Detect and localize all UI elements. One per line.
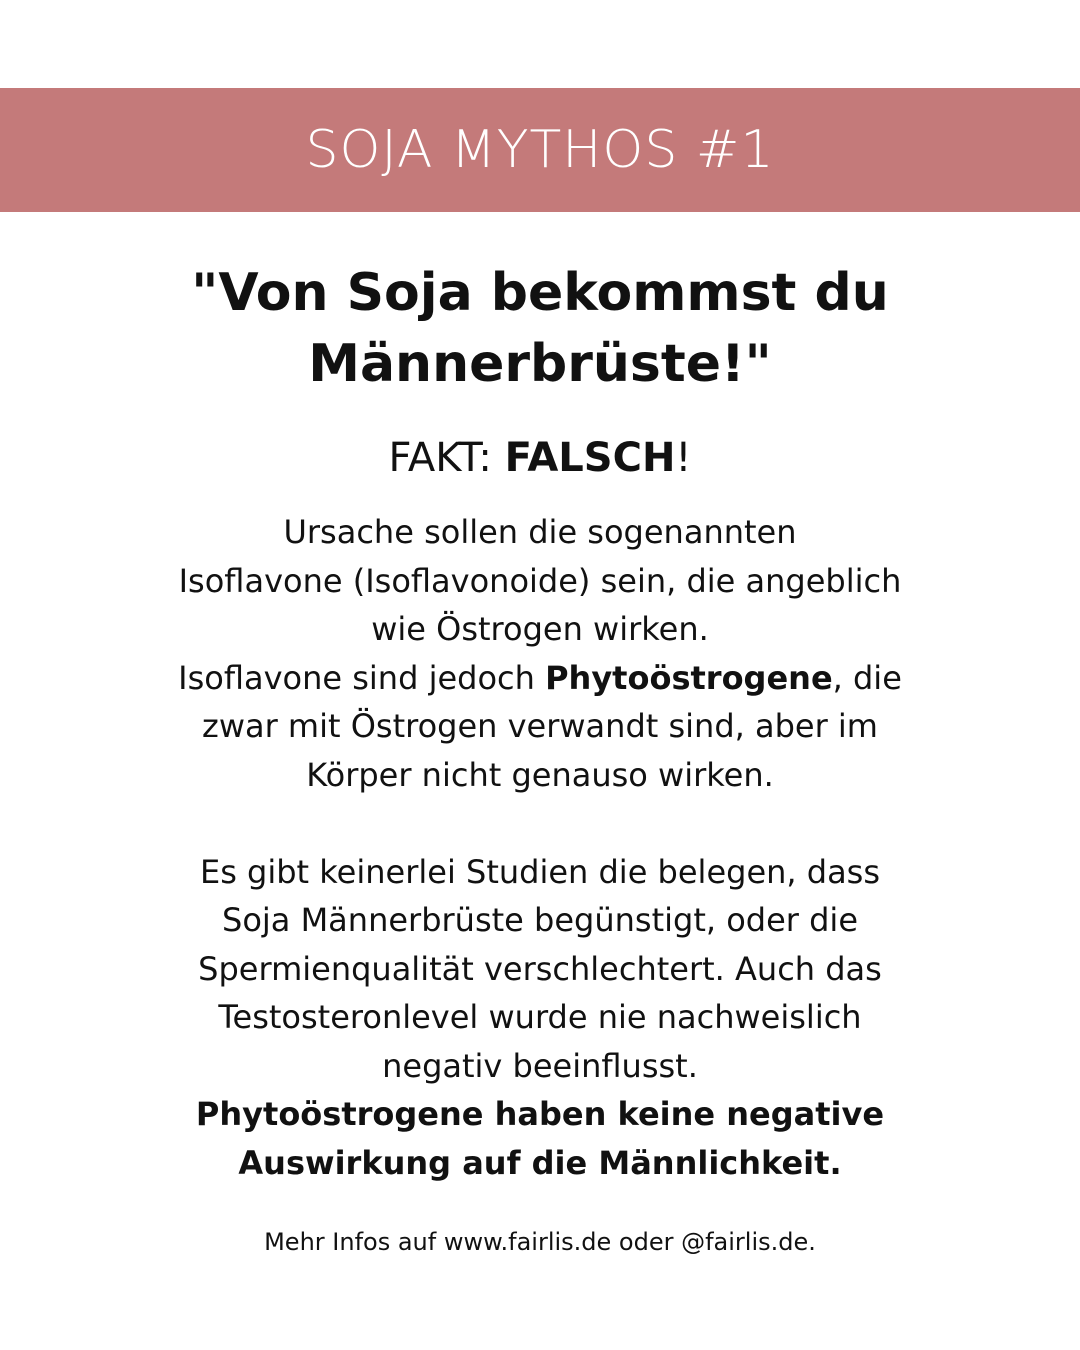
text-line: Körper nicht genauso wirken. xyxy=(306,755,774,794)
fact-verdict xyxy=(0,428,1080,488)
quote-line: Männerbrüste!" xyxy=(308,334,772,394)
text-fragment: Isoflavone sind jedoch xyxy=(178,658,546,697)
text-line: Spermienqualität verschlechtert. Auch das xyxy=(198,949,882,988)
fact-verdict-word: FALSCH xyxy=(504,435,676,481)
banner-title: SOJA MYTHOS #1 xyxy=(305,120,775,180)
text-fragment: , die xyxy=(832,658,902,697)
quote-line: "Von Soja bekommst du xyxy=(191,263,889,323)
highlight-term: Phytoöstrogene xyxy=(545,658,833,697)
conclusion-line: Phytoöstrogene haben keine negative xyxy=(195,1095,885,1133)
fact-label: FAKT: xyxy=(388,435,505,481)
paragraph-gap xyxy=(60,799,1020,848)
text-line: wie Östrogen wirken. xyxy=(371,610,709,648)
fact-exclamation: ! xyxy=(675,435,692,481)
explanation-text xyxy=(60,508,1020,1187)
text-line: zwar mit Östrogen verwandt sind, aber im xyxy=(202,707,878,745)
myth-quote xyxy=(0,258,1080,400)
text-line: Es gibt keinerlei Studien die belegen, dass xyxy=(199,852,881,891)
footer-note: Mehr Infos auf www.fairlis.de oder @fairlis.de. xyxy=(264,1228,816,1256)
text-line: Isoflavone (Isoflavonoide) sein, die angeblich xyxy=(178,561,902,600)
text-line: Soja Männerbrüste begünstigt, oder die xyxy=(222,901,858,939)
conclusion-line: Auswirkung auf die Männlichkeit. xyxy=(238,1143,842,1182)
text-line xyxy=(60,654,1020,703)
text-line: Testosteronlevel wurde nie nachweislich xyxy=(218,998,862,1036)
text-line: Ursache sollen die sogenannten xyxy=(283,513,797,551)
text-line: negativ beeinflusst. xyxy=(382,1046,698,1085)
title-banner xyxy=(0,88,1080,212)
